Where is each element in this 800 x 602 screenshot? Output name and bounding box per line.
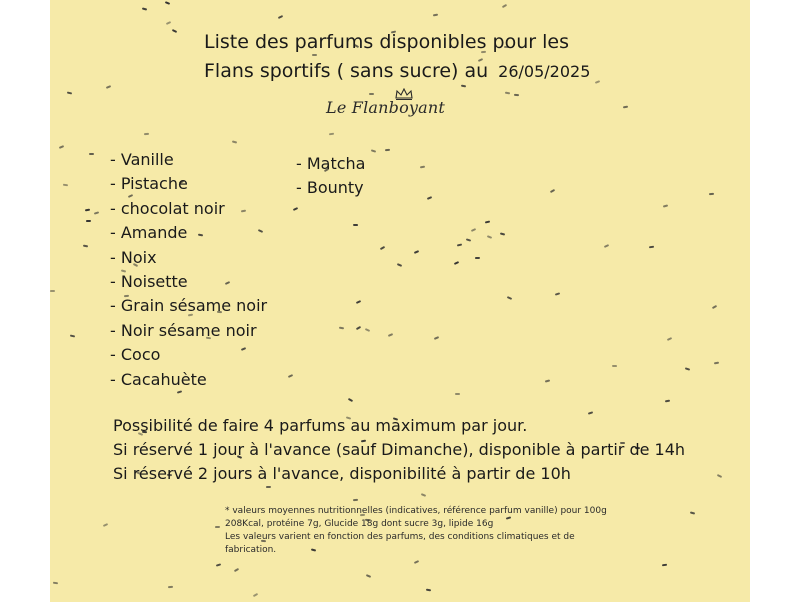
brand-name: Le Flanboyant <box>326 98 446 117</box>
speckle <box>278 15 283 19</box>
flavor-item: - Noir sésame noir <box>110 320 257 340</box>
note-line-3: Les valeurs varient en fonction des parfums, des conditions climatiques et de <box>225 532 575 542</box>
info-line-1: Possibilité de faire 4 parfums au maximum par jour. <box>113 416 528 435</box>
speckle <box>649 246 654 249</box>
flavor-list-right <box>296 152 365 201</box>
speckle <box>165 1 170 5</box>
speckle <box>487 235 492 239</box>
speckle <box>433 14 438 17</box>
flavor-list-left <box>110 148 267 392</box>
speckle <box>215 526 220 528</box>
speckle <box>507 296 512 300</box>
speckle <box>385 149 390 152</box>
speckle <box>89 153 94 155</box>
speckle <box>353 224 358 226</box>
speckle <box>53 582 58 585</box>
speckle <box>427 196 432 200</box>
speckle <box>339 327 344 330</box>
speckle <box>623 106 628 109</box>
speckle <box>665 400 670 403</box>
speckle <box>667 337 672 341</box>
date-label: 26/05/2025 <box>498 62 591 81</box>
speckle <box>216 563 221 566</box>
speckle <box>366 574 371 578</box>
speckle <box>612 365 617 367</box>
flavor-item: - Noix <box>110 247 157 267</box>
title-line-2-text: Flans sportifs ( sans sucre) au <box>204 60 489 82</box>
flavor-item: - Noisette <box>110 272 188 292</box>
speckle <box>475 257 480 259</box>
speckle <box>168 586 173 588</box>
speckle <box>421 493 426 497</box>
speckle <box>500 232 505 235</box>
flavor-item: - Bounty <box>296 178 364 198</box>
speckle <box>94 211 99 214</box>
speckle <box>457 243 462 246</box>
speckle <box>397 263 402 267</box>
speckle <box>388 333 393 337</box>
speckle <box>550 189 555 193</box>
speckle <box>455 393 460 395</box>
note-line-2: 208Kcal, protéine 7g, Glucide 18g dont sucre 3g, lipide 16g <box>225 519 494 529</box>
speckle <box>144 133 149 135</box>
speckle <box>414 560 419 564</box>
speckle <box>502 4 507 8</box>
title-line-2 <box>204 57 664 86</box>
speckle <box>86 220 91 222</box>
speckle <box>63 184 68 187</box>
speckle <box>555 292 560 295</box>
speckle <box>166 21 171 25</box>
speckle <box>70 335 75 338</box>
speckle <box>329 133 334 136</box>
brand-logo <box>326 88 466 128</box>
note-line-4: fabrication. <box>225 545 277 555</box>
speckle <box>232 140 237 143</box>
speckle <box>380 246 385 250</box>
speckle <box>663 204 668 207</box>
speckle <box>142 7 147 10</box>
flavor-item: - Amande <box>110 223 188 243</box>
info-line-3: Si réservé 2 jours à l'avance, disponibilité à partir de 10h <box>113 464 571 483</box>
flavor-item: - Matcha <box>296 154 366 173</box>
info-line-2: Si réservé 1 jour à l'avance (sauf Dimanche), disponible à partir de 14h <box>113 440 686 459</box>
flavor-item: - Cacahuète <box>110 369 207 389</box>
speckle <box>234 568 239 572</box>
speckle <box>714 362 719 365</box>
speckle <box>545 379 550 382</box>
flavor-item: - Vanille <box>110 150 174 169</box>
speckle <box>356 300 361 304</box>
speckle <box>50 290 55 292</box>
speckle <box>662 564 667 567</box>
speckle <box>426 589 431 592</box>
availability-info <box>113 414 743 486</box>
speckle <box>348 398 353 402</box>
speckle <box>371 149 376 152</box>
speckle <box>454 261 459 265</box>
flavor-sheet <box>50 0 750 602</box>
speckle <box>266 486 271 488</box>
speckle <box>83 245 88 248</box>
speckle <box>414 250 419 254</box>
speckle <box>604 244 609 248</box>
flavor-item: - Pistache <box>110 174 188 194</box>
speckle <box>471 228 476 232</box>
speckle <box>485 221 490 224</box>
speckle <box>505 92 510 95</box>
title-line-1: Liste des parfums disponibles pour les <box>204 31 569 53</box>
page-title <box>204 28 664 86</box>
speckle <box>420 166 425 169</box>
speckle <box>293 207 298 211</box>
nutrition-note <box>225 505 625 557</box>
speckle <box>85 209 90 212</box>
note-line-1: * valeurs moyennes nutritionnelles (indicatives, référence parfum vanille) pour 100g <box>225 506 607 516</box>
speckle <box>709 193 714 195</box>
flavor-item: - Grain sésame noir <box>110 296 268 316</box>
speckle <box>172 29 177 33</box>
speckle <box>59 145 64 149</box>
speckle <box>353 499 358 501</box>
speckle <box>514 94 519 96</box>
speckle <box>712 305 717 309</box>
flavor-item: - chocolat noir <box>110 198 225 218</box>
speckle <box>106 85 111 89</box>
speckle <box>434 336 439 340</box>
speckle <box>67 92 72 95</box>
flavor-item: - Coco <box>110 345 161 365</box>
speckle <box>253 593 258 597</box>
speckle <box>288 374 293 378</box>
speckle <box>103 523 108 527</box>
speckle <box>690 511 695 514</box>
speckle <box>365 328 370 332</box>
speckle <box>466 238 471 241</box>
speckle <box>356 326 361 330</box>
speckle <box>685 367 690 370</box>
